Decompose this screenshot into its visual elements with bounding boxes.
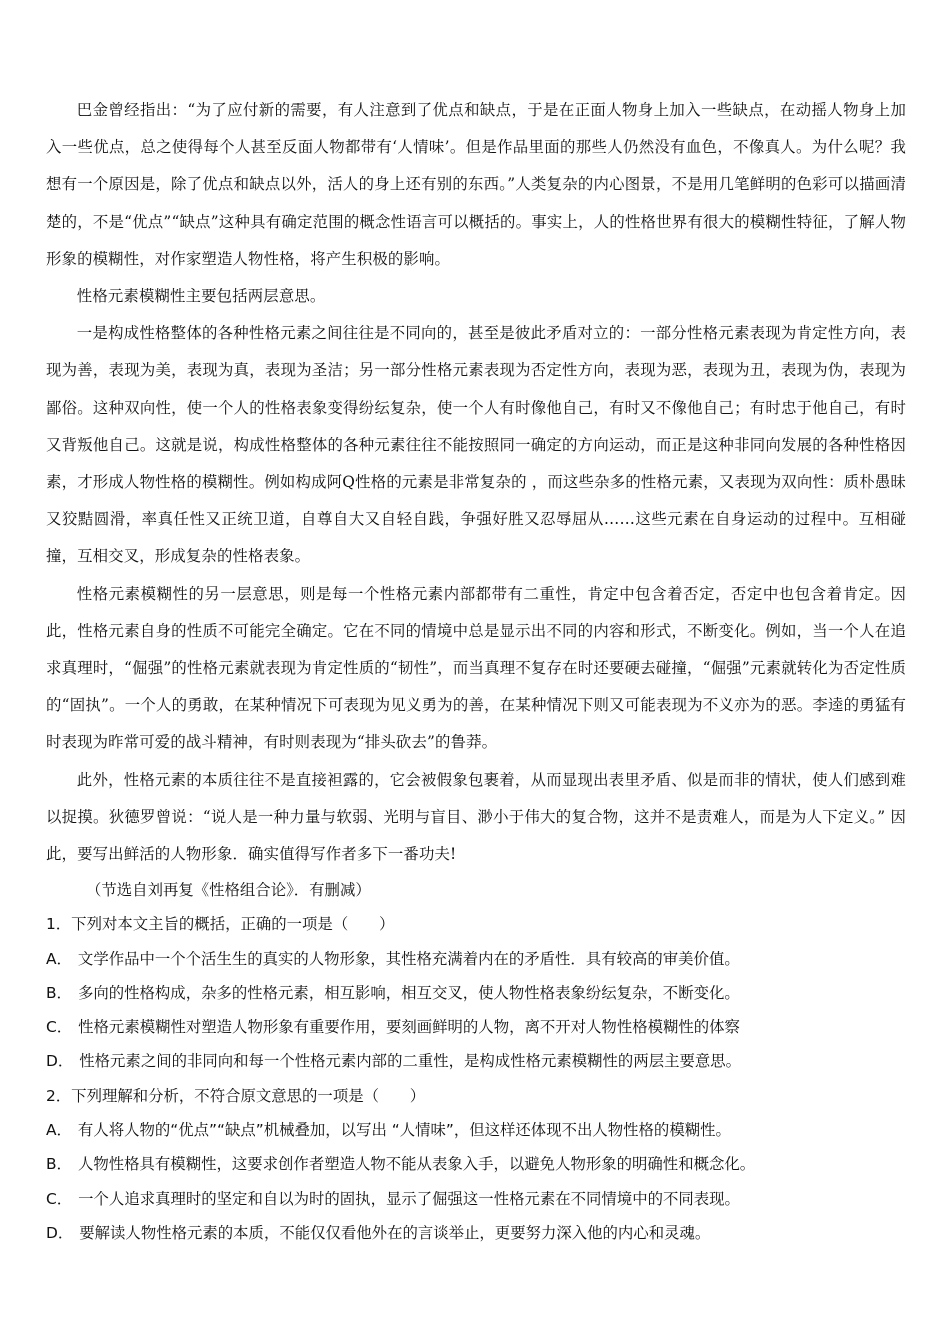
option-text: 一个人追求真理时的坚定和自以为时的固执，显示了倔强这一性格元素在不同情境中的不同表现。 [78,1189,740,1208]
option-d [46,1044,906,1078]
option-text: 有人将人物的“优点”“缺点”机械叠加，以写出 “人情味”，但这样还体现不出人物性格的模糊性。 [77,1121,731,1140]
option-b [46,1147,906,1181]
option-label: B． [46,1155,72,1174]
passage-paragraph: 性格元素模糊性的另一层意思，则是每一个性格元素内部都带有二重性，肯定中包含着否定，否定中也包含着肯定。因此，性格元素自身的性质不可能完全确定。它在不同的情境中总是显示出不同的内容和形式，不断变化。例如，当一个人在追求真理时，“倔强”的性格元素就表现为肯定性质的“韧性”，而当真理不复存在时还要硬去碰撞，“倔强”元素就转化为否定性质的“固执”。一个人的勇敢，在某种情况下可表现为见义勇为的善，在某种情况下则又可能表现为不义亦为的恶。李逵的勇猛有时表现为昨常可爱的战斗精神，有时则表现为“排头砍去”的鲁莽。 [46,584,906,752]
option-label: D． [46,1223,74,1242]
option-label: C． [46,1189,73,1208]
option-a [46,1113,906,1147]
option-b [46,976,906,1010]
passage-paragraph: 性格元素模糊性主要包括两层意思。 [76,287,326,306]
passage-paragraph: 一是构成性格整体的各种性格元素之间往往是不同向的，甚至是彼此矛盾对立的：一部分性格元素表现为肯定性方向，表现为善，表现为美，表现为真，表现为圣洁；另一部分性格元素表现为否定性方向，表现为恶，表现为丑，表现为伪，表现为鄙俗。这种双向性，使一个人的性格表象变得纷纭复杂，使一个人有时像他自己，有时又不像他自己；有时忠于他自己，有时又背叛他自己。这就是说，构成性格整体的各种元素往往不能按照同一确定的方向运动，而正是这种非同向发展的各种性格因素，才形成人物性格的模糊性。例如构成阿Q性格的元素是非常复杂的 ，而这些杂多的性格元素，又表现为双向性：质朴愚昧又狡黠圆滑，率真任性又正统卫道，自尊自大又自轻自践，争强好胜又忍辱屈从……这些元素在自身运动的过程中。互相碰撞，互相交叉，形成复杂的性格表象。 [46,324,906,566]
exam-page [46,92,906,1250]
option-label: D． [46,1052,74,1071]
option-text: 人物性格具有模糊性，这要求创作者塑造人物不能从表象入手，以避免人物形象的明确性和概念化。 [77,1155,756,1174]
option-label: B． [46,983,72,1002]
option-a [46,942,906,976]
option-text: 文学作品中一个个活生生的真实的人物形象，其性格充满着内在的矛盾性．具有较高的审美价值。 [77,949,740,968]
option-label: A． [46,949,72,968]
option-text: 要解读人物性格元素的本质，不能仅仅看他外在的言谈举止，更要努力深入他的内心和灵魂。 [79,1223,711,1242]
option-c [46,1182,906,1216]
passage-paragraph: 巴金曾经指出：“为了应付新的需要，有人注意到了优点和缺点，于是在正面人物身上加入一些缺点，在动摇人物身上加入一些优点，总之使得每个人甚至反面人物都带有‘人情味’。但是作品里面的那些人仍然没有血色，不像真人。为什么呢？我想有一个原因是，除了优点和缺点以外，活人的身上还有别的东西。”人类复杂的内心图景，不是用几笔鲜明的色彩可以描画清楚的，不是“优点”“缺点”这种具有确定范围的概念性语言可以概括的。事实上，人的性格世界有很大的模糊性特征，了解人物形象的模糊性，对作家塑造人物性格，将产生积极的影响。 [46,101,906,268]
option-text: 性格元素模糊性对塑造人物形象有重要作用，要刻画鲜明的人物，离不开对人物性格模糊性的体察 [78,1018,740,1037]
option-label: C． [46,1018,73,1037]
passage-source: （节选自刘再复《性格组合论》．有删减） [86,881,371,900]
question-2 [46,1079,906,1250]
question-stem: 1．下列对本文主旨的概括，正确的一项是（ ） [46,915,395,934]
question-1 [46,907,906,1078]
question-stem: 2．下列理解和分析，不符合原文意思的一项是（ ） [46,1086,426,1105]
option-c [46,1010,906,1044]
passage-paragraph: 此外，性格元素的本质往往不是直接袒露的，它会被假象包裹着，从而显现出表里矛盾、似是而非的情状，使人们感到难以捉摸。狄德罗曾说：“说人是一种力量与软弱、光明与盲目、渺小于伟大的复合物，这并不是责难人，而是为人下定义。” 因此，要写出鲜活的人物形象．确实值得写作者多下一番功夫! [46,770,906,864]
reading-passage [46,92,906,907]
option-text: 性格元素之间的非同向和每一个性格元素内部的二重性，是构成性格元素模糊性的两层主要意思。 [79,1052,742,1071]
option-d [46,1216,906,1250]
option-label: A． [46,1121,72,1140]
option-text: 多向的性格构成，杂多的性格元素，相互影响，相互交叉，使人物性格表象纷纭复杂，不断变化。 [77,983,740,1002]
